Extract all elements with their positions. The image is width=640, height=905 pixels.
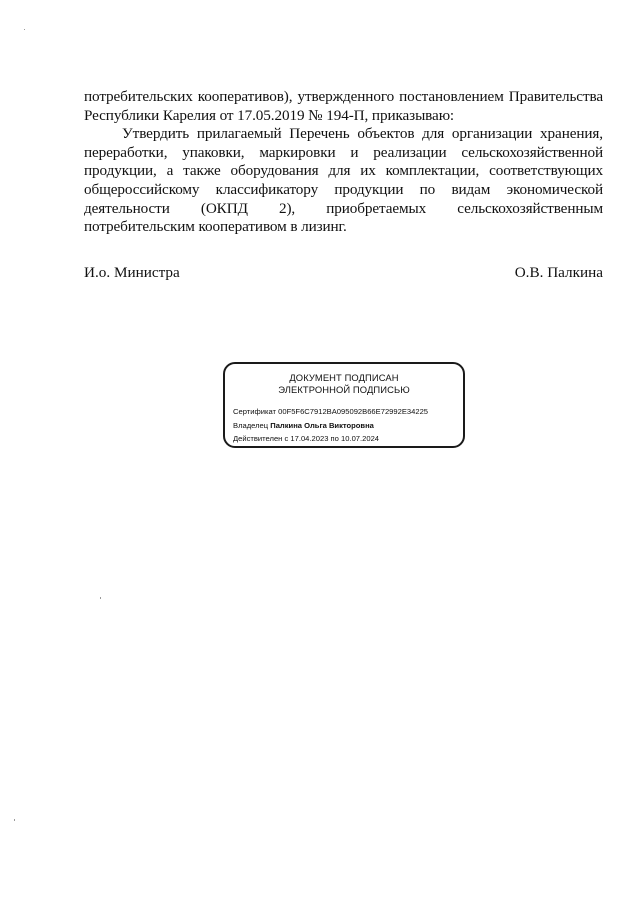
certificate-label: Сертификат <box>233 407 276 416</box>
owner-label: Владелец <box>233 421 269 430</box>
stamp-validity-line <box>233 434 379 443</box>
signatory-name: О.В. Палкина <box>514 264 603 281</box>
signatory-position: И.о. Министра <box>84 264 180 281</box>
valid-label: Действителен с <box>233 434 289 443</box>
stamp-title-line-1: ДОКУМЕНТ ПОДПИСАН <box>289 372 399 383</box>
valid-from: 17.04.2023 <box>290 434 329 443</box>
owner-value: Палкина Ольга Викторовна <box>270 421 374 430</box>
stamp-owner-line <box>233 421 374 430</box>
scan-speck <box>24 29 25 30</box>
document-body <box>84 88 603 237</box>
body-opening-line: потребительских кооперативов), утвержденного постановлением Правительства Республики Карелия от 17.05.2019 № 194-П, приказываю: <box>84 88 603 124</box>
scan-speck <box>100 597 101 599</box>
scan-speck <box>14 819 15 821</box>
valid-to-label: по <box>330 434 339 443</box>
body-main-paragraph: Утвердить прилагаемый Перечень объектов для организации хранения, переработки, упаковки, маркировки и реализации сельскохозяйственной продукции, а также оборудования для их комплектации, соответствующих общероссийскому классификатору продукции по видам экономической деятельности (ОКПД 2), приобретаемых сельскохозяйственным потребительским кооперативом в лизинг. <box>84 125 603 236</box>
stamp-title-line-2: ЭЛЕКТРОННОЙ ПОДПИСЬЮ <box>278 383 410 395</box>
stamp-certificate-line <box>233 407 428 416</box>
electronic-signature-stamp <box>223 362 465 448</box>
valid-to: 10.07.2024 <box>341 434 380 443</box>
certificate-value: 00F5F6C7912BA095092B66E72992E34225 <box>278 407 429 416</box>
stamp-title <box>225 372 463 395</box>
